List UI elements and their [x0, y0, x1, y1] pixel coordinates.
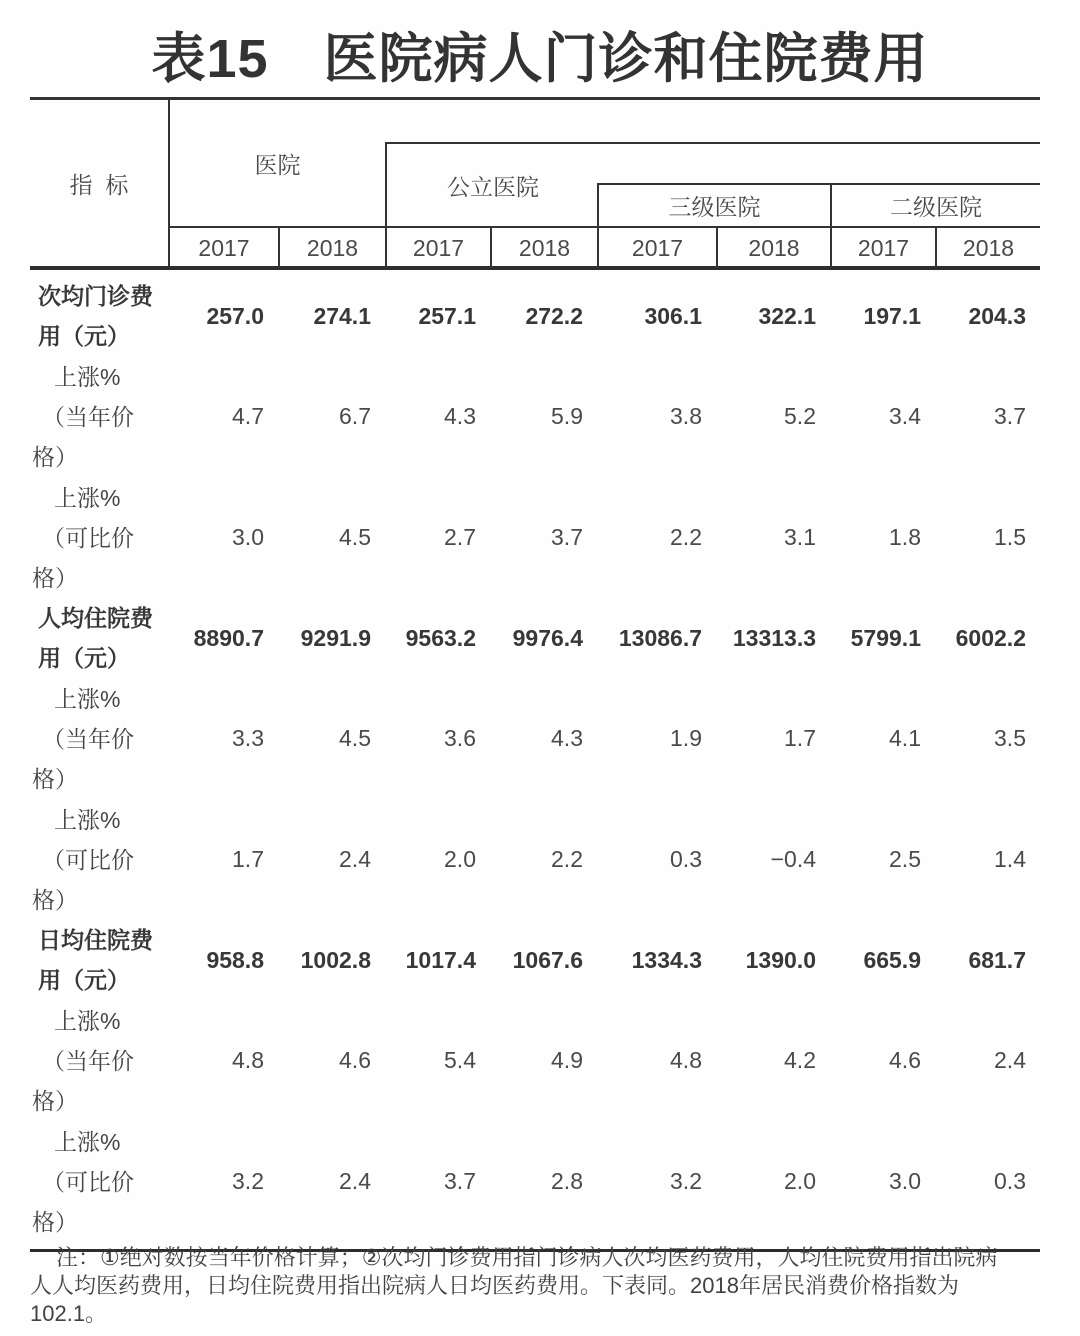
value-cell: 3.2 [232, 1168, 264, 1194]
row-label: 人均住院费 用（元） [38, 605, 153, 671]
row-label: 上涨% （可比价 格） [32, 484, 134, 591]
value-cell: 3.2 [670, 1168, 702, 1194]
header-group-hospital: 医院 [254, 151, 301, 178]
value-cell: 4.8 [670, 1047, 702, 1073]
value-cell: 306.1 [644, 302, 702, 329]
value-cell: 1002.8 [300, 946, 371, 973]
header-indicator: 指 标 [30, 100, 170, 266]
value-cell: 6002.2 [955, 624, 1026, 651]
header-group-public-hospital-label: 公立医院 [447, 173, 539, 200]
year-header-cell: 2018 [490, 228, 597, 268]
header-group-tertiary-hospital: 三级医院 [597, 183, 830, 226]
value-cell: 3.1 [784, 524, 816, 550]
row-label: 上涨% （可比价 格） [32, 1128, 134, 1235]
table-row [30, 920, 1040, 1000]
footnote-line: 人人均医药费用，日均住院费用指出院病人日均医药费用。下表同。2018年居民消费价格指数为 [30, 1273, 959, 1298]
value-cell: 3.5 [994, 725, 1026, 751]
row-values [170, 920, 1040, 1000]
value-cell: 1.5 [994, 524, 1026, 550]
value-cell: 9976.4 [512, 624, 583, 651]
value-cell: 2.0 [444, 846, 476, 872]
value-cell: 0.3 [670, 846, 702, 872]
row-values [170, 276, 1040, 356]
value-cell: 1.4 [994, 846, 1026, 872]
value-cell: 0.3 [994, 1168, 1026, 1194]
value-cell: 5.4 [444, 1047, 476, 1073]
table-row [30, 678, 1040, 799]
row-label: 日均住院费 用（元） [38, 927, 153, 993]
year-header-cell: 2017 [597, 228, 716, 268]
value-cell: 5.9 [551, 403, 583, 429]
year-header-cell: 2017 [830, 228, 935, 268]
table-row [30, 799, 1040, 920]
value-cell: 4.1 [889, 725, 921, 751]
value-cell: 272.2 [525, 302, 583, 329]
value-cell: 9291.9 [300, 624, 371, 651]
year-header-cell: 2017 [385, 228, 490, 268]
table-row [30, 276, 1040, 356]
value-cell: 204.3 [968, 302, 1026, 329]
value-cell: 665.9 [863, 946, 921, 973]
value-cell: 2.0 [784, 1168, 816, 1194]
row-values [170, 678, 1040, 799]
value-cell: 4.3 [444, 403, 476, 429]
value-cell: 274.1 [313, 302, 371, 329]
value-cell: 5799.1 [850, 624, 921, 651]
row-label: 上涨% （当年价 格） [32, 685, 134, 792]
table-row [30, 598, 1040, 678]
value-cell: 4.6 [339, 1047, 371, 1073]
value-cell: 257.1 [418, 302, 476, 329]
value-cell: 4.2 [784, 1047, 816, 1073]
value-cell: 257.0 [206, 302, 264, 329]
value-cell: 3.7 [994, 403, 1026, 429]
value-cell: 2.4 [339, 846, 371, 872]
value-cell: 1017.4 [405, 946, 476, 973]
table-row [30, 1121, 1040, 1242]
value-cell: 2.4 [994, 1047, 1026, 1073]
year-header-cell: 2017 [198, 234, 250, 261]
value-cell: 1.9 [670, 725, 702, 751]
header-group-secondary-hospital: 二级医院 [830, 183, 1040, 226]
row-label: 上涨% （当年价 格） [32, 1007, 134, 1114]
value-cell: 4.5 [339, 524, 371, 550]
value-cell: 1.8 [889, 524, 921, 550]
row-label: 上涨% （当年价 格） [32, 363, 134, 470]
value-cell: 4.7 [232, 403, 264, 429]
value-cell: 197.1 [863, 302, 921, 329]
value-cell: 4.3 [551, 725, 583, 751]
value-cell: 13086.7 [618, 624, 702, 651]
value-cell: 9563.2 [405, 624, 476, 651]
row-values [170, 477, 1040, 598]
value-cell: 3.4 [889, 403, 921, 429]
value-cell: 3.7 [551, 524, 583, 550]
value-cell: 2.5 [889, 846, 921, 872]
value-cell: 1390.0 [745, 946, 816, 973]
value-cell: 2.7 [444, 524, 476, 550]
row-values [170, 1000, 1040, 1121]
value-cell: 681.7 [968, 946, 1026, 973]
value-cell: 13313.3 [732, 624, 816, 651]
table-row [30, 1000, 1040, 1121]
value-cell: −0.4 [770, 846, 816, 872]
table-header [30, 97, 1040, 270]
value-cell: 2.2 [670, 524, 702, 550]
row-values [170, 799, 1040, 920]
value-cell: 322.1 [758, 302, 816, 329]
costs-table [30, 97, 1040, 1252]
footnote-line: 102.1。 [30, 1301, 108, 1326]
value-cell: 4.5 [339, 725, 371, 751]
page-title: 表15 医院病人门诊和住院费用 [151, 29, 929, 89]
value-cell: 4.8 [232, 1047, 264, 1073]
value-cell: 2.8 [551, 1168, 583, 1194]
value-cell: 8890.7 [193, 624, 264, 651]
value-cell: 958.8 [206, 946, 264, 973]
row-values [170, 598, 1040, 678]
value-cell: 3.7 [444, 1168, 476, 1194]
header-year-row [170, 226, 1040, 268]
value-cell: 1334.3 [631, 946, 702, 973]
row-values [170, 356, 1040, 477]
value-cell: 2.2 [551, 846, 583, 872]
year-header-cell: 2018 [716, 228, 830, 268]
value-cell: 3.6 [444, 725, 476, 751]
value-cell: 3.3 [232, 725, 264, 751]
year-header-cell: 2018 [278, 228, 385, 268]
value-cell: 5.2 [784, 403, 816, 429]
table-row [30, 477, 1040, 598]
value-cell: 3.0 [889, 1168, 921, 1194]
value-cell: 6.7 [339, 403, 371, 429]
row-label: 次均门诊费 用（元） [38, 283, 153, 349]
value-cell: 2.4 [339, 1168, 371, 1194]
table-body [30, 270, 1040, 1252]
value-cell: 4.9 [551, 1047, 583, 1073]
row-label: 上涨% （可比价 格） [32, 806, 134, 913]
footnote-line: 注：①绝对数按当年价格计算；②次均门诊费用指门诊病人次均医药费用，人均住院费用指出院病 [56, 1245, 998, 1270]
value-cell: 1.7 [784, 725, 816, 751]
value-cell: 1067.6 [512, 946, 583, 973]
value-cell: 4.6 [889, 1047, 921, 1073]
value-cell: 3.0 [232, 524, 264, 550]
value-cell: 1.7 [232, 846, 264, 872]
value-cell: 3.8 [670, 403, 702, 429]
year-header-cell: 2018 [935, 228, 1040, 268]
table-row [30, 356, 1040, 477]
row-values [170, 1121, 1040, 1242]
footnote [30, 1244, 1042, 1328]
